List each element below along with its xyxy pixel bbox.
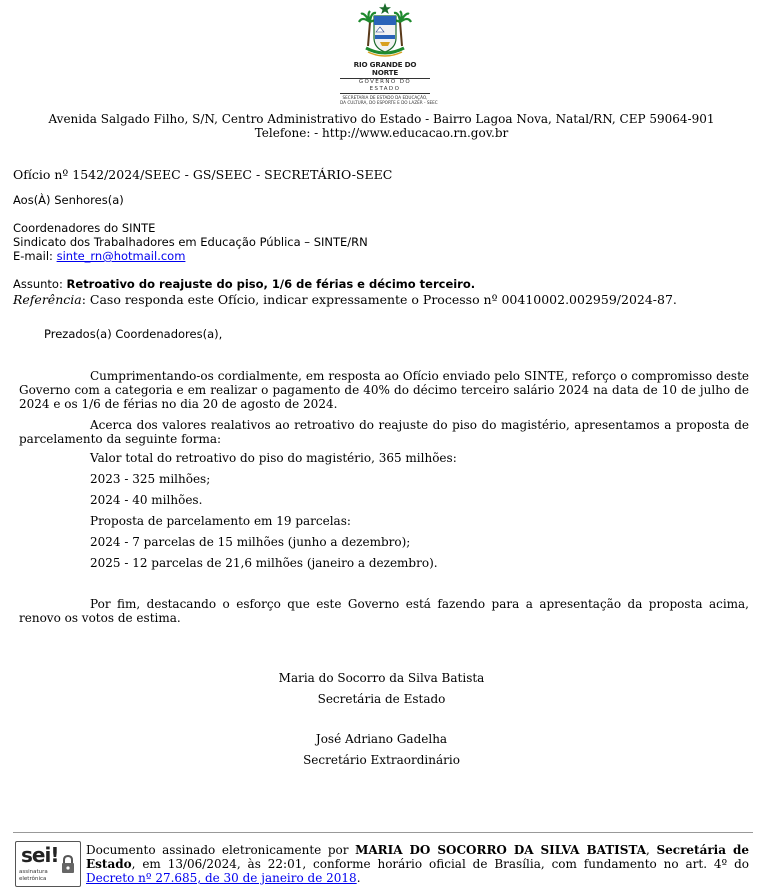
footer-text-3: , em 13/06/2024, às 22:01, conforme horário oficial de Brasília, com fundamento no art. 4º do	[131, 857, 749, 871]
address-block	[0, 112, 763, 140]
footer-role: Secretária de Estado	[86, 843, 749, 871]
recipient-line-1: Coordenadores do SINTE	[13, 221, 156, 235]
phone-line: Telefone: - http://www.educacao.rn.gov.br	[254, 126, 509, 140]
salutation-to: Aos(À) Senhores(a)	[13, 193, 124, 207]
closing-paragraph: Por fim, destacando o esforço que este Governo está fazendo para a apresentação da proposta acima, renovo os votos de estima.	[19, 597, 749, 625]
footer-divider	[13, 832, 753, 833]
coat-of-arms-icon	[358, 2, 412, 60]
signer-1-title: Secretária de Estado	[317, 692, 446, 706]
signer-1-name: Maria do Socorro da Silva Batista	[278, 671, 485, 685]
reference-text: : Caso responda este Ofício, indicar expressamente o Processo nº 00410002.002959/2024-87.	[81, 292, 677, 307]
secretariat-line-2: DA CULTURA, DO ESPORTE E DO LAZER - SEEC	[340, 100, 438, 105]
footer-text-2: ,	[646, 843, 657, 857]
list-item: 2023 - 325 milhões;	[90, 472, 211, 486]
signature-statement	[86, 843, 749, 885]
padlock-icon	[60, 854, 76, 874]
signer-2-title: Secretário Extraordinário	[303, 753, 460, 767]
address-line: Avenida Salgado Filho, S/N, Centro Administrativo do Estado - Bairro Lagoa Nova, Natal/RN, CEP 59064-901	[48, 112, 715, 126]
reference-line	[13, 292, 677, 307]
footer-text-4: .	[356, 871, 361, 885]
signer-2-name: José Adriano Gadelha	[315, 732, 448, 746]
sei-logo-text: sei!	[21, 843, 59, 867]
sei-caption-line-1: assinatura	[19, 869, 48, 875]
reference-label: Referência	[13, 292, 82, 307]
list-item: 2025 - 12 parcelas de 21,6 milhões (janeiro a dezembro).	[90, 556, 438, 570]
paragraph-2: Acerca dos valores realativos ao retroativo do reajuste do piso do magistério, apresentamos a proposta de parcelamento da seguinte forma:	[19, 418, 749, 446]
sei-caption	[19, 869, 48, 882]
list-item: 2024 - 40 milhões.	[90, 493, 203, 507]
government-label: GOVERNO DO ESTADO	[340, 78, 430, 94]
list-item: 2024 - 7 parcelas de 15 milhões (junho a dezembro);	[90, 535, 411, 549]
state-name: RIO GRANDE DO NORTE	[353, 60, 417, 77]
paragraph-1: Cumprimentando-os cordialmente, em resposta ao Ofício enviado pelo SINTE, reforço o compromisso deste Governo com a categoria e em realizar o pagamento de 40% do décimo terceiro salário 2024 na data de 10 de julho de 2024 e os 1/6 de férias no dia 20 de agosto de 2024.	[19, 369, 749, 411]
email-link[interactable]: sinte_rn@hotmail.com	[56, 249, 186, 263]
recipient-line-2: Sindicato dos Trabalhadores em Educação Pública – SINTE/RN	[13, 235, 368, 249]
secretariat-line-1: SECRETARIA DE ESTADO DA EDUCAÇÃO,	[342, 95, 428, 100]
subject-text: Retroativo do reajuste do piso, 1/6 de férias e décimo terceiro.	[66, 277, 476, 291]
oficio-number: Ofício nº 1542/2024/SEEC - GS/SEEC - SECRETÁRIO-SEEC	[13, 167, 393, 182]
decree-link[interactable]: Decreto nº 27.685, de 30 de janeiro de 2018	[86, 871, 357, 885]
email-label: E-mail:	[13, 249, 57, 263]
footer-signer: MARIA DO SOCORRO DA SILVA BATISTA	[355, 843, 647, 857]
list-item: Proposta de parcelamento em 19 parcelas:	[90, 514, 351, 528]
list-item: Valor total do retroativo do piso do magistério, 365 milhões:	[90, 451, 457, 465]
state-coat-of-arms	[340, 2, 438, 105]
subject-label: Assunto:	[13, 277, 67, 291]
footer-text-1: Documento assinado eletronicamente por	[86, 843, 356, 857]
sei-caption-line-2: eletrônica	[19, 875, 47, 882]
subject-line	[13, 277, 475, 291]
sei-signature-badge	[15, 841, 81, 887]
greeting: Prezados(a) Coordenadores(a),	[44, 327, 223, 341]
email-line	[13, 249, 185, 263]
